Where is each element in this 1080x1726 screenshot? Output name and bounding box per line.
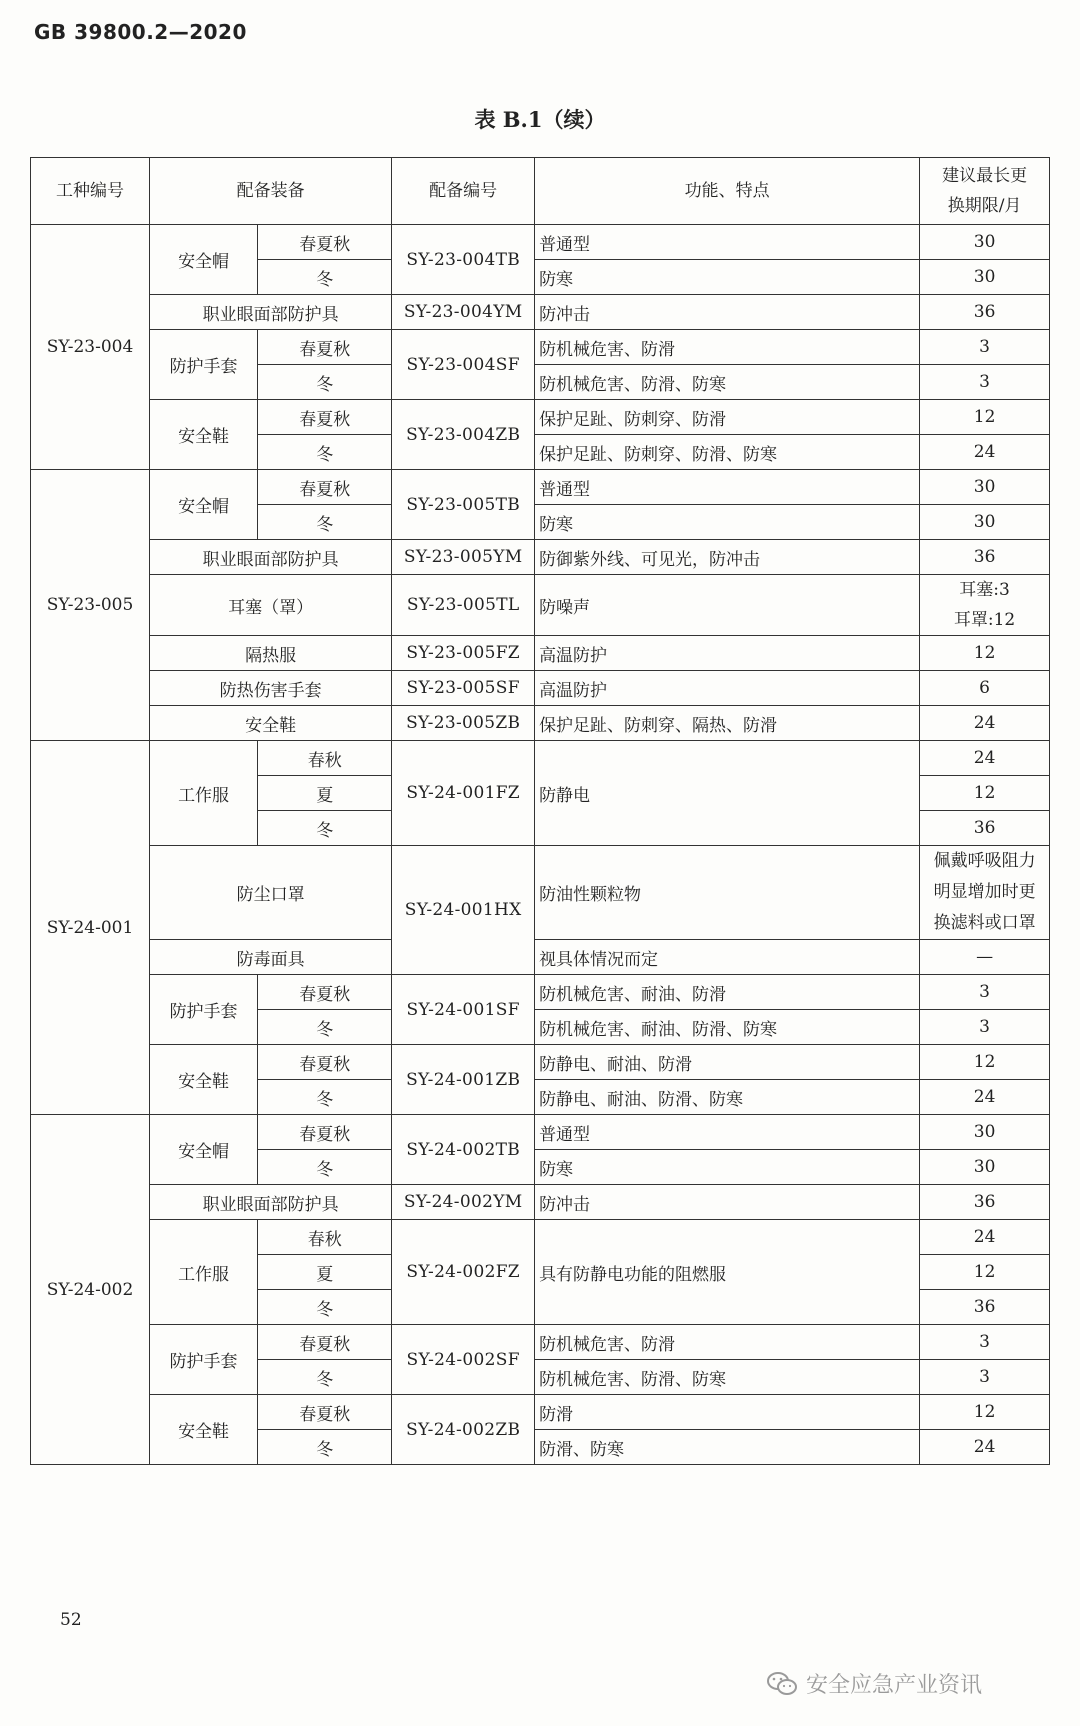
- feature-cell: 防机械危害、耐油、防滑、防寒: [535, 1010, 920, 1045]
- equipment-table: [30, 157, 1050, 1465]
- season-cell: 冬: [258, 1080, 392, 1115]
- table-row: [31, 636, 1050, 671]
- page-number: 52: [60, 1610, 82, 1630]
- table-row: [31, 1115, 1050, 1150]
- feature-cell: 防滑、防寒: [535, 1430, 920, 1465]
- feature-cell: 防御紫外线、可见光，防冲击: [535, 540, 920, 575]
- period-cell: 30: [920, 1150, 1050, 1185]
- feature-cell: 防油性颗粒物: [535, 846, 920, 940]
- feature-cell: 保护足趾、防刺穿、隔热、防滑: [535, 706, 920, 741]
- period-cell: 12: [920, 1395, 1050, 1430]
- feature-cell: 防寒: [535, 505, 920, 540]
- equipment-cell: 工作服: [149, 741, 257, 846]
- equip-code-cell: SY-24-002FZ: [392, 1220, 535, 1325]
- equip-code-cell: SY-23-005TB: [392, 470, 535, 540]
- feature-cell: 防滑: [535, 1395, 920, 1430]
- feature-cell: 防噪声: [535, 575, 920, 636]
- period-cell: 3: [920, 1325, 1050, 1360]
- feature-cell: 防静电、耐油、防滑: [535, 1045, 920, 1080]
- equip-code-cell: SY-24-001ZB: [392, 1045, 535, 1115]
- period-cell: 30: [920, 1115, 1050, 1150]
- table-row: [31, 295, 1050, 330]
- table-title: 表 B.1（续）: [474, 107, 606, 132]
- equipment-cell: 隔热服: [149, 636, 391, 671]
- header-equip-code: 配备编号: [392, 158, 535, 225]
- period-cell: 24: [920, 741, 1050, 776]
- season-cell: 冬: [258, 365, 392, 400]
- equipment-cell: 安全鞋: [149, 1045, 257, 1115]
- feature-cell: 保护足趾、防刺穿、防滑、防寒: [535, 435, 920, 470]
- table-row: [31, 940, 1050, 975]
- table-row: [31, 470, 1050, 505]
- period-cell: 12: [920, 776, 1050, 811]
- period-cell: —: [920, 940, 1050, 975]
- period-cell: 3: [920, 365, 1050, 400]
- season-cell: 冬: [258, 260, 392, 295]
- equipment-cell: 工作服: [149, 1220, 257, 1325]
- period-cell: 3: [920, 1010, 1050, 1045]
- period-cell: 36: [920, 1290, 1050, 1325]
- feature-cell: 防冲击: [535, 295, 920, 330]
- season-cell: 春秋: [258, 741, 392, 776]
- feature-cell: 防机械危害、防滑: [535, 330, 920, 365]
- job-code-cell: SY-24-001: [31, 741, 150, 1115]
- equipment-cell: 安全鞋: [149, 1395, 257, 1465]
- equip-code-cell: SY-24-002SF: [392, 1325, 535, 1395]
- equipment-cell: 职业眼面部防护具: [149, 1185, 391, 1220]
- feature-cell: 具有防静电功能的阻燃服: [535, 1220, 920, 1325]
- table-row: [31, 671, 1050, 706]
- table-row: [31, 225, 1050, 260]
- season-cell: 春夏秋: [258, 1325, 392, 1360]
- period-cell: 24: [920, 435, 1050, 470]
- equipment-cell: 安全帽: [149, 225, 257, 295]
- season-cell: 春夏秋: [258, 330, 392, 365]
- equipment-cell: 安全鞋: [149, 706, 391, 741]
- feature-cell: 防冲击: [535, 1185, 920, 1220]
- equip-code-cell: SY-23-004TB: [392, 225, 535, 295]
- period-cell: 36: [920, 540, 1050, 575]
- period-cell: 24: [920, 1220, 1050, 1255]
- table-row: [31, 1325, 1050, 1360]
- table-row: [31, 1395, 1050, 1430]
- equipment-cell: 职业眼面部防护具: [149, 540, 391, 575]
- equipment-cell: 防护手套: [149, 330, 257, 400]
- period-cell: 3: [920, 1360, 1050, 1395]
- season-cell: 冬: [258, 1150, 392, 1185]
- period-cell: 3: [920, 975, 1050, 1010]
- period-cell: 24: [920, 1430, 1050, 1465]
- table-row: [31, 330, 1050, 365]
- period-cell: 佩戴呼吸阻力 明显增加时更 换滤料或口罩: [920, 846, 1050, 940]
- period-cell: 耳塞:3 耳罩:12: [920, 575, 1050, 636]
- feature-cell: 防静电、耐油、防滑、防寒: [535, 1080, 920, 1115]
- header-period: 建议最长更 换期限/月: [920, 158, 1050, 225]
- feature-cell: 防机械危害、防滑、防寒: [535, 365, 920, 400]
- equipment-cell: 耳塞（罩）: [149, 575, 391, 636]
- table-row: [31, 741, 1050, 776]
- season-cell: 冬: [258, 505, 392, 540]
- equip-code-cell: SY-24-001FZ: [392, 741, 535, 846]
- feature-cell: 防寒: [535, 260, 920, 295]
- table-row: [31, 846, 1050, 940]
- header-job-code: 工种编号: [31, 158, 150, 225]
- equipment-cell: 安全帽: [149, 470, 257, 540]
- equip-code-cell: SY-24-001HX: [392, 846, 535, 975]
- period-cell: 24: [920, 706, 1050, 741]
- header-features: 功能、特点: [535, 158, 920, 225]
- season-cell: 春夏秋: [258, 400, 392, 435]
- equip-code-cell: SY-23-005FZ: [392, 636, 535, 671]
- period-cell: 12: [920, 1255, 1050, 1290]
- period-cell: 6: [920, 671, 1050, 706]
- feature-cell: 保护足趾、防刺穿、防滑: [535, 400, 920, 435]
- season-cell: 夏: [258, 1255, 392, 1290]
- table-row: [31, 706, 1050, 741]
- table-row: [31, 1045, 1050, 1080]
- equipment-cell: 防热伤害手套: [149, 671, 391, 706]
- equipment-cell: 防护手套: [149, 975, 257, 1045]
- feature-cell: 普通型: [535, 1115, 920, 1150]
- period-cell: 24: [920, 1080, 1050, 1115]
- equip-code-cell: SY-23-004ZB: [392, 400, 535, 470]
- season-cell: 冬: [258, 1010, 392, 1045]
- feature-cell: 普通型: [535, 470, 920, 505]
- period-cell: 36: [920, 811, 1050, 846]
- period-cell: 12: [920, 1045, 1050, 1080]
- table-row: [31, 1220, 1050, 1255]
- job-code-cell: SY-24-002: [31, 1115, 150, 1465]
- job-code-cell: SY-23-004: [31, 225, 150, 470]
- season-cell: 夏: [258, 776, 392, 811]
- equipment-cell: 防护手套: [149, 1325, 257, 1395]
- table-row: [31, 1185, 1050, 1220]
- equipment-cell: 防尘口罩: [149, 846, 391, 940]
- equip-code-cell: SY-23-005ZB: [392, 706, 535, 741]
- feature-cell: 视具体情况而定: [535, 940, 920, 975]
- wechat-icon: [766, 1671, 798, 1697]
- season-cell: 春夏秋: [258, 1115, 392, 1150]
- equipment-cell: 防毒面具: [149, 940, 391, 975]
- season-cell: 春夏秋: [258, 470, 392, 505]
- season-cell: 冬: [258, 1430, 392, 1465]
- season-cell: 春夏秋: [258, 1395, 392, 1430]
- season-cell: 春夏秋: [258, 1045, 392, 1080]
- table-row: [31, 575, 1050, 636]
- feature-cell: 高温防护: [535, 671, 920, 706]
- equipment-cell: 安全鞋: [149, 400, 257, 470]
- equip-code-cell: SY-23-004SF: [392, 330, 535, 400]
- table-row: [31, 975, 1050, 1010]
- period-cell: 12: [920, 400, 1050, 435]
- season-cell: 冬: [258, 1290, 392, 1325]
- period-cell: 30: [920, 225, 1050, 260]
- equip-code-cell: SY-23-004YM: [392, 295, 535, 330]
- equip-code-cell: SY-23-005YM: [392, 540, 535, 575]
- equip-code-cell: SY-24-002YM: [392, 1185, 535, 1220]
- table-row: [31, 540, 1050, 575]
- period-cell: 30: [920, 470, 1050, 505]
- equip-code-cell: SY-24-001SF: [392, 975, 535, 1045]
- feature-cell: 防机械危害、耐油、防滑: [535, 975, 920, 1010]
- season-cell: 春夏秋: [258, 975, 392, 1010]
- season-cell: 春夏秋: [258, 225, 392, 260]
- feature-cell: 高温防护: [535, 636, 920, 671]
- period-cell: 30: [920, 505, 1050, 540]
- equipment-cell: 安全帽: [149, 1115, 257, 1185]
- table-header-row: [31, 158, 1050, 225]
- feature-cell: 防寒: [535, 1150, 920, 1185]
- season-cell: 冬: [258, 1360, 392, 1395]
- equip-code-cell: SY-24-002ZB: [392, 1395, 535, 1465]
- season-cell: 冬: [258, 435, 392, 470]
- period-cell: 12: [920, 636, 1050, 671]
- job-code-cell: SY-23-005: [31, 470, 150, 741]
- table-row: [31, 400, 1050, 435]
- feature-cell: 防静电: [535, 741, 920, 846]
- watermark-text: 安全应急产业资讯: [806, 1673, 983, 1698]
- feature-cell: 防机械危害、防滑、防寒: [535, 1360, 920, 1395]
- period-cell: 36: [920, 1185, 1050, 1220]
- equip-code-cell: SY-23-005SF: [392, 671, 535, 706]
- period-cell: 36: [920, 295, 1050, 330]
- equip-code-cell: SY-23-005TL: [392, 575, 535, 636]
- equip-code-cell: SY-24-002TB: [392, 1115, 535, 1185]
- feature-cell: 防机械危害、防滑: [535, 1325, 920, 1360]
- period-cell: 30: [920, 260, 1050, 295]
- header-equipment: 配备装备: [149, 158, 391, 225]
- standard-code: GB 39800.2—2020: [34, 20, 247, 44]
- season-cell: 冬: [258, 811, 392, 846]
- equipment-cell: 职业眼面部防护具: [149, 295, 391, 330]
- feature-cell: 普通型: [535, 225, 920, 260]
- period-cell: 3: [920, 330, 1050, 365]
- watermark: [766, 1668, 982, 1699]
- season-cell: 春秋: [258, 1220, 392, 1255]
